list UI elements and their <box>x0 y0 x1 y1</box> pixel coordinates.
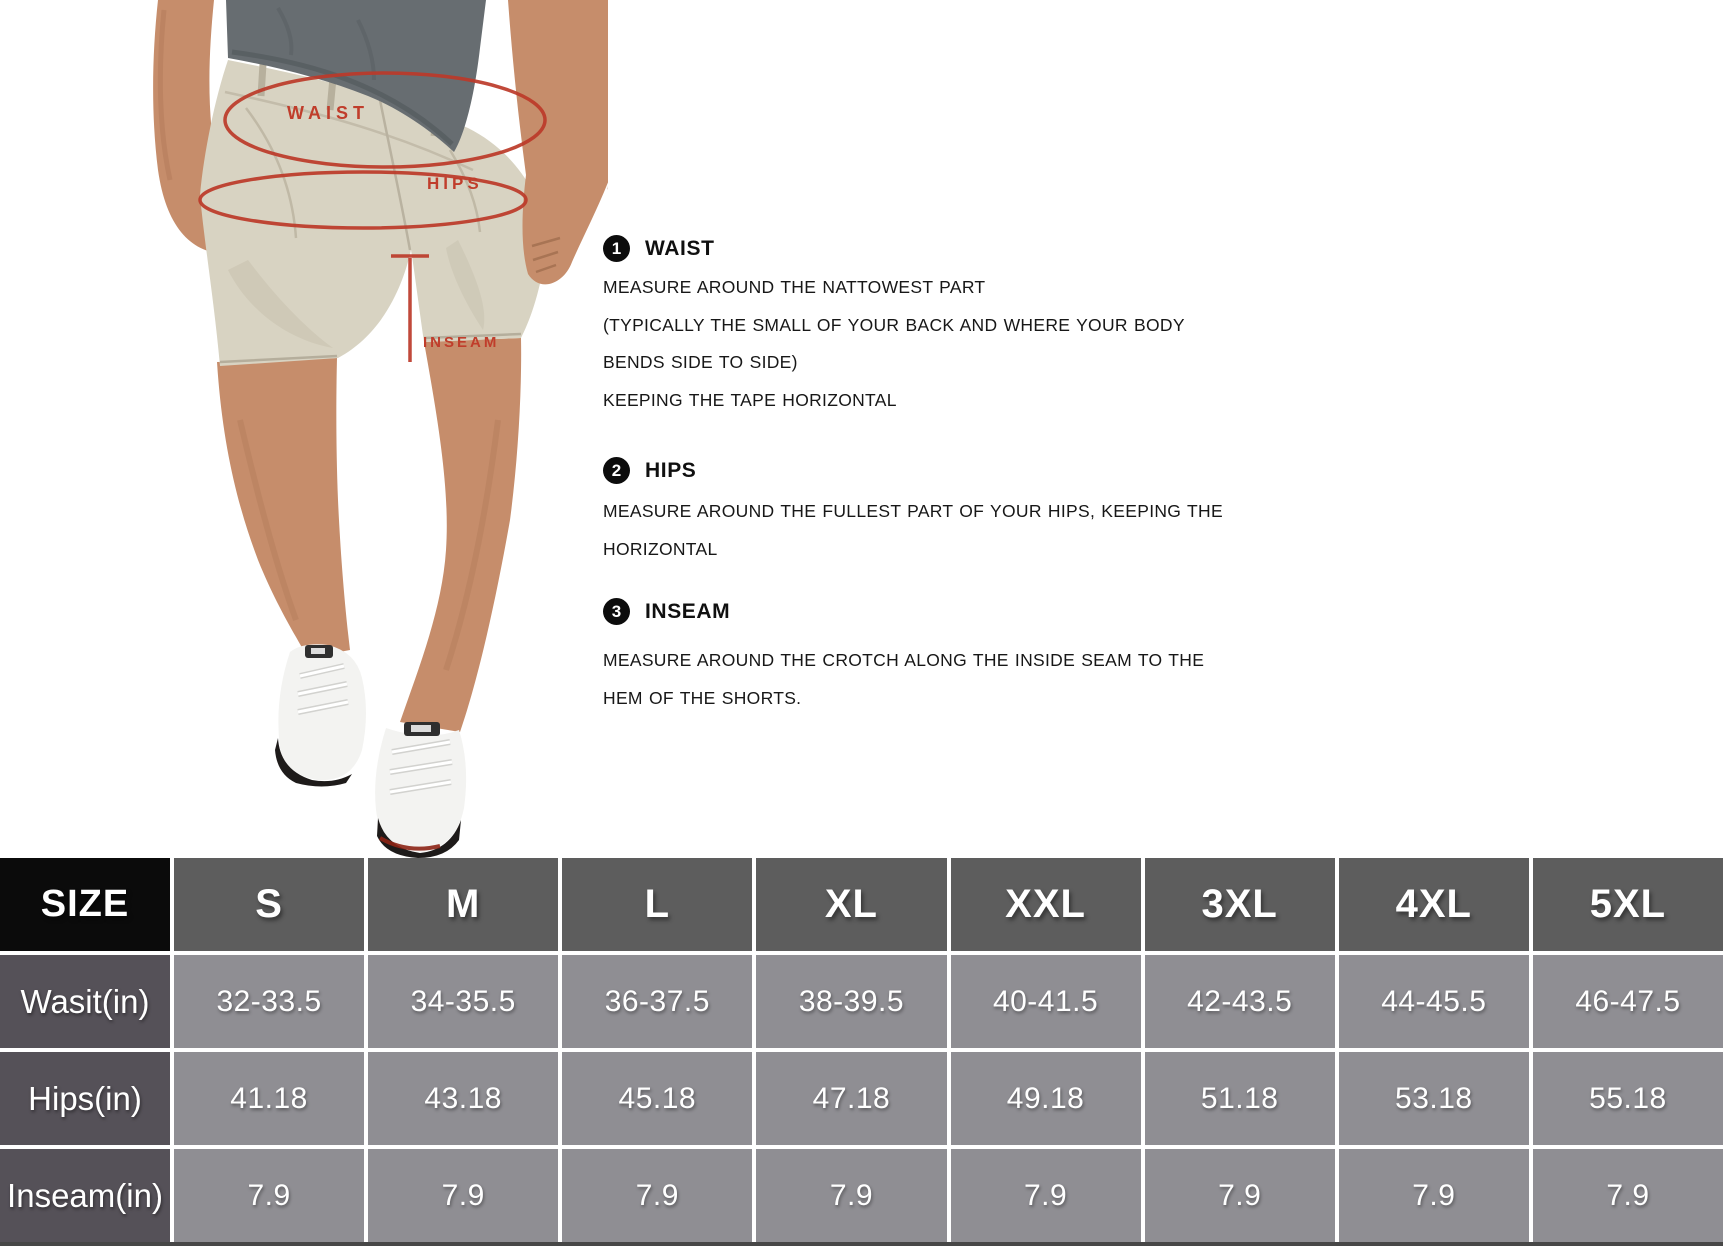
inseam-row-label: Inseam(in) <box>0 1149 170 1242</box>
size-table-header-xl: XL <box>756 858 946 951</box>
hips-instruction-line-2: HORIZONTAL <box>603 539 718 559</box>
size-table-header-3xl: 3XL <box>1145 858 1335 951</box>
legs <box>217 338 521 732</box>
step-1-badge-icon: 1 <box>603 235 630 262</box>
right-shoe <box>375 722 466 858</box>
inseam-instruction-line-1: MEASURE AROUND THE CROTCH ALONG THE INSIDE SEAM TO THE <box>603 650 1205 670</box>
step-waist-heading <box>603 235 715 262</box>
waist-instruction-line-2: (TYPICALLY THE SMALL OF YOUR BACK AND WHERE YOUR BODY <box>603 315 1185 335</box>
product-photo <box>128 0 608 858</box>
inseam-value-xl: 7.9 <box>756 1149 946 1242</box>
hips-row-label: Hips(in) <box>0 1052 170 1145</box>
inseam-instruction-line-2: HEM OF THE SHORTS. <box>603 688 802 708</box>
hips-value-m: 43.18 <box>368 1052 558 1145</box>
waist-value-4xl: 44-45.5 <box>1339 955 1529 1048</box>
left-leg <box>217 358 350 658</box>
inseam-value-xxl: 7.9 <box>951 1149 1141 1242</box>
step-hips-heading <box>603 457 696 484</box>
size-table-header-5xl: 5XL <box>1533 858 1723 951</box>
size-table-header-size: SIZE <box>0 858 170 951</box>
step-2-badge-icon: 2 <box>603 457 630 484</box>
step-3-title: INSEAM <box>645 599 731 623</box>
waist-instruction-line-1: MEASURE AROUND THE NATTOWEST PART <box>603 277 986 297</box>
hips-value-l: 45.18 <box>562 1052 752 1145</box>
inseam-value-l: 7.9 <box>562 1149 752 1242</box>
waist-instruction-line-3: BENDS SIDE TO SIDE) <box>603 352 798 372</box>
size-table-header-l: L <box>562 858 752 951</box>
inseam-value-4xl: 7.9 <box>1339 1149 1529 1242</box>
waist-annotation-label: WAIST <box>287 103 369 123</box>
waist-value-m: 34-35.5 <box>368 955 558 1048</box>
waist-value-5xl: 46-47.5 <box>1533 955 1723 1048</box>
waist-value-l: 36-37.5 <box>562 955 752 1048</box>
bottom-divider <box>0 1242 1723 1246</box>
size-table-header-xxl: XXL <box>951 858 1141 951</box>
waist-row-label: Wasit(in) <box>0 955 170 1048</box>
size-table-header-4xl: 4XL <box>1339 858 1529 951</box>
waist-value-xl: 38-39.5 <box>756 955 946 1048</box>
waist-value-xxl: 40-41.5 <box>951 955 1141 1048</box>
hips-value-s: 41.18 <box>174 1052 364 1145</box>
hips-value-4xl: 53.18 <box>1339 1052 1529 1145</box>
shorts <box>200 60 548 366</box>
hips-value-5xl: 55.18 <box>1533 1052 1723 1145</box>
left-shoe <box>275 644 366 786</box>
inseam-value-s: 7.9 <box>174 1149 364 1242</box>
hips-value-xxl: 49.18 <box>951 1052 1141 1145</box>
hips-value-3xl: 51.18 <box>1145 1052 1335 1145</box>
size-table-header-s: S <box>174 858 364 951</box>
inseam-value-5xl: 7.9 <box>1533 1149 1723 1242</box>
waist-instruction-line-4: KEEPING THE TAPE HORIZONTAL <box>603 390 897 410</box>
inseam-value-3xl: 7.9 <box>1145 1149 1335 1242</box>
hips-annotation-label: HIPS <box>427 174 483 193</box>
step-1-title: WAIST <box>645 236 715 260</box>
waist-value-3xl: 42-43.5 <box>1145 955 1335 1048</box>
step-3-badge-icon: 3 <box>603 598 630 625</box>
inseam-value-m: 7.9 <box>368 1149 558 1242</box>
inseam-annotation-label: INSEAM <box>423 334 500 351</box>
hips-instruction-line-1: MEASURE AROUND THE FULLEST PART OF YOUR HIPS, KEEPING THE <box>603 501 1223 521</box>
size-table <box>0 858 1723 1242</box>
hips-value-xl: 47.18 <box>756 1052 946 1145</box>
step-inseam-heading <box>603 598 730 625</box>
waist-value-s: 32-33.5 <box>174 955 364 1048</box>
size-table-header-m: M <box>368 858 558 951</box>
right-leg <box>400 338 521 732</box>
step-2-title: HIPS <box>645 458 697 482</box>
